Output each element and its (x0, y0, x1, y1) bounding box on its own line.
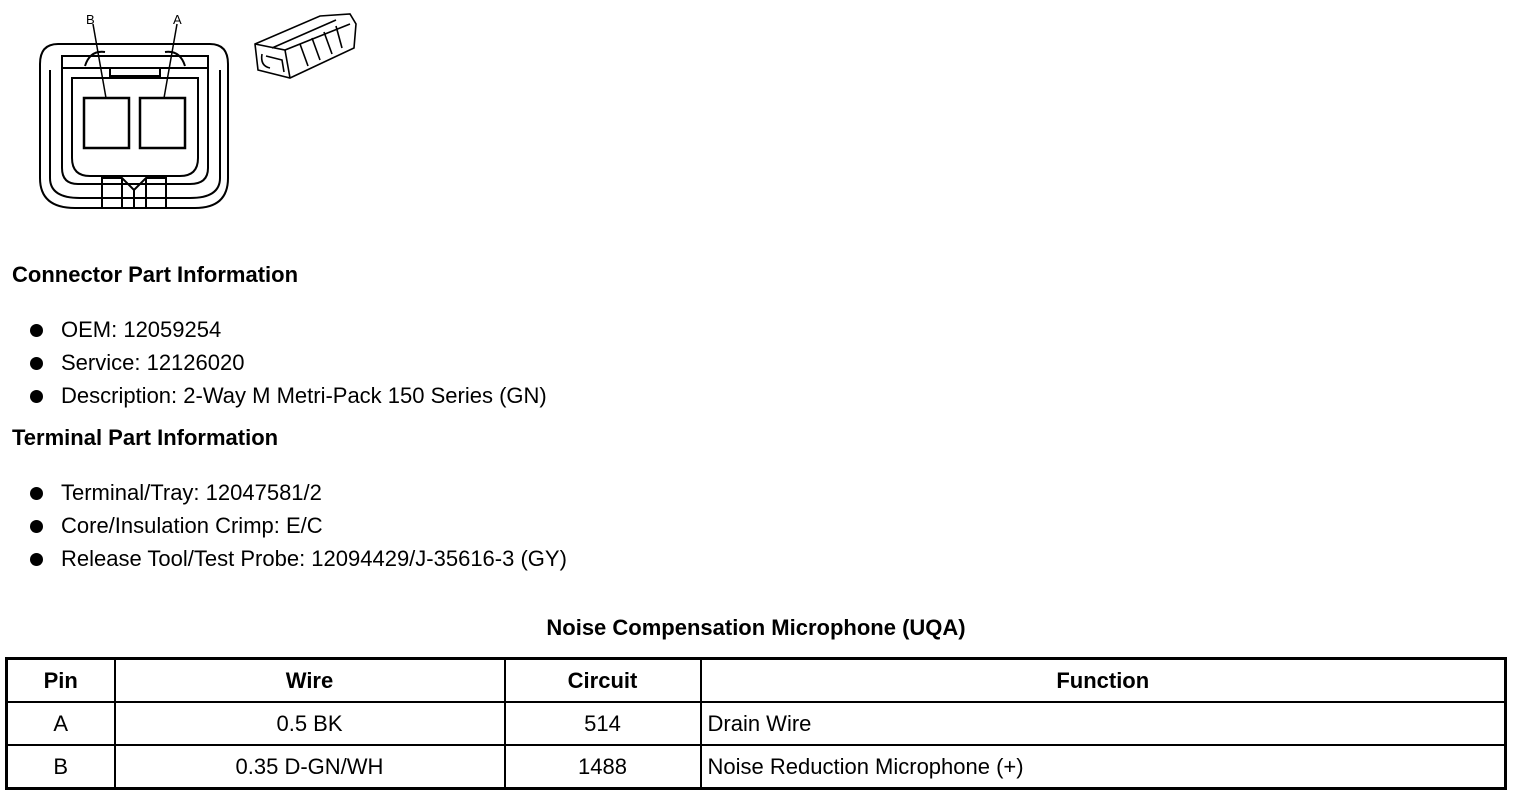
cell-circuit: 514 (505, 702, 701, 745)
header-circuit: Circuit (505, 659, 701, 703)
cell-circuit: 1488 (505, 745, 701, 789)
table-title: Noise Compensation Microphone (UQA) (546, 615, 966, 640)
header-wire: Wire (115, 659, 505, 703)
connector-part-list (28, 313, 547, 412)
bullet-icon (30, 553, 43, 566)
pin-label-b: B (86, 12, 95, 27)
terminal-release-tool: Release Tool/Test Probe: 12094429/J-35616-3 (GY) (61, 546, 567, 571)
connector-face-diagram (30, 8, 250, 213)
terminal-part-list (28, 476, 567, 575)
cell-pin: A (7, 702, 115, 745)
connector-oem: OEM: 12059254 (61, 317, 222, 342)
table-row (7, 745, 1506, 789)
cell-pin: B (7, 745, 115, 789)
bullet-icon (30, 324, 43, 337)
pin-label-a: A (173, 12, 182, 27)
table-row (7, 702, 1506, 745)
bullet-icon (30, 520, 43, 533)
connector-part-heading: Connector Part Information (12, 262, 299, 287)
list-item (28, 346, 547, 379)
connector-isometric-icon (250, 8, 362, 84)
pinout-table (5, 657, 1507, 790)
list-item (28, 542, 567, 575)
connector-description: Description: 2-Way M Metri-Pack 150 Series (GN) (61, 383, 547, 408)
terminal-tray: Terminal/Tray: 12047581/2 (61, 480, 322, 505)
list-item (28, 509, 567, 542)
bullet-icon (30, 390, 43, 403)
list-item (28, 313, 547, 346)
list-item (28, 476, 567, 509)
terminal-crimp: Core/Insulation Crimp: E/C (61, 513, 323, 538)
cell-function: Drain Wire (701, 702, 1506, 745)
list-item (28, 379, 547, 412)
cell-wire: 0.35 D-GN/WH (115, 745, 505, 789)
table-header-row (7, 659, 1506, 703)
cell-function: Noise Reduction Microphone (+) (701, 745, 1506, 789)
header-function: Function (701, 659, 1506, 703)
connector-service: Service: 12126020 (61, 350, 245, 375)
header-pin: Pin (7, 659, 115, 703)
terminal-part-heading: Terminal Part Information (12, 425, 279, 450)
cell-wire: 0.5 BK (115, 702, 505, 745)
bullet-icon (30, 487, 43, 500)
bullet-icon (30, 357, 43, 370)
